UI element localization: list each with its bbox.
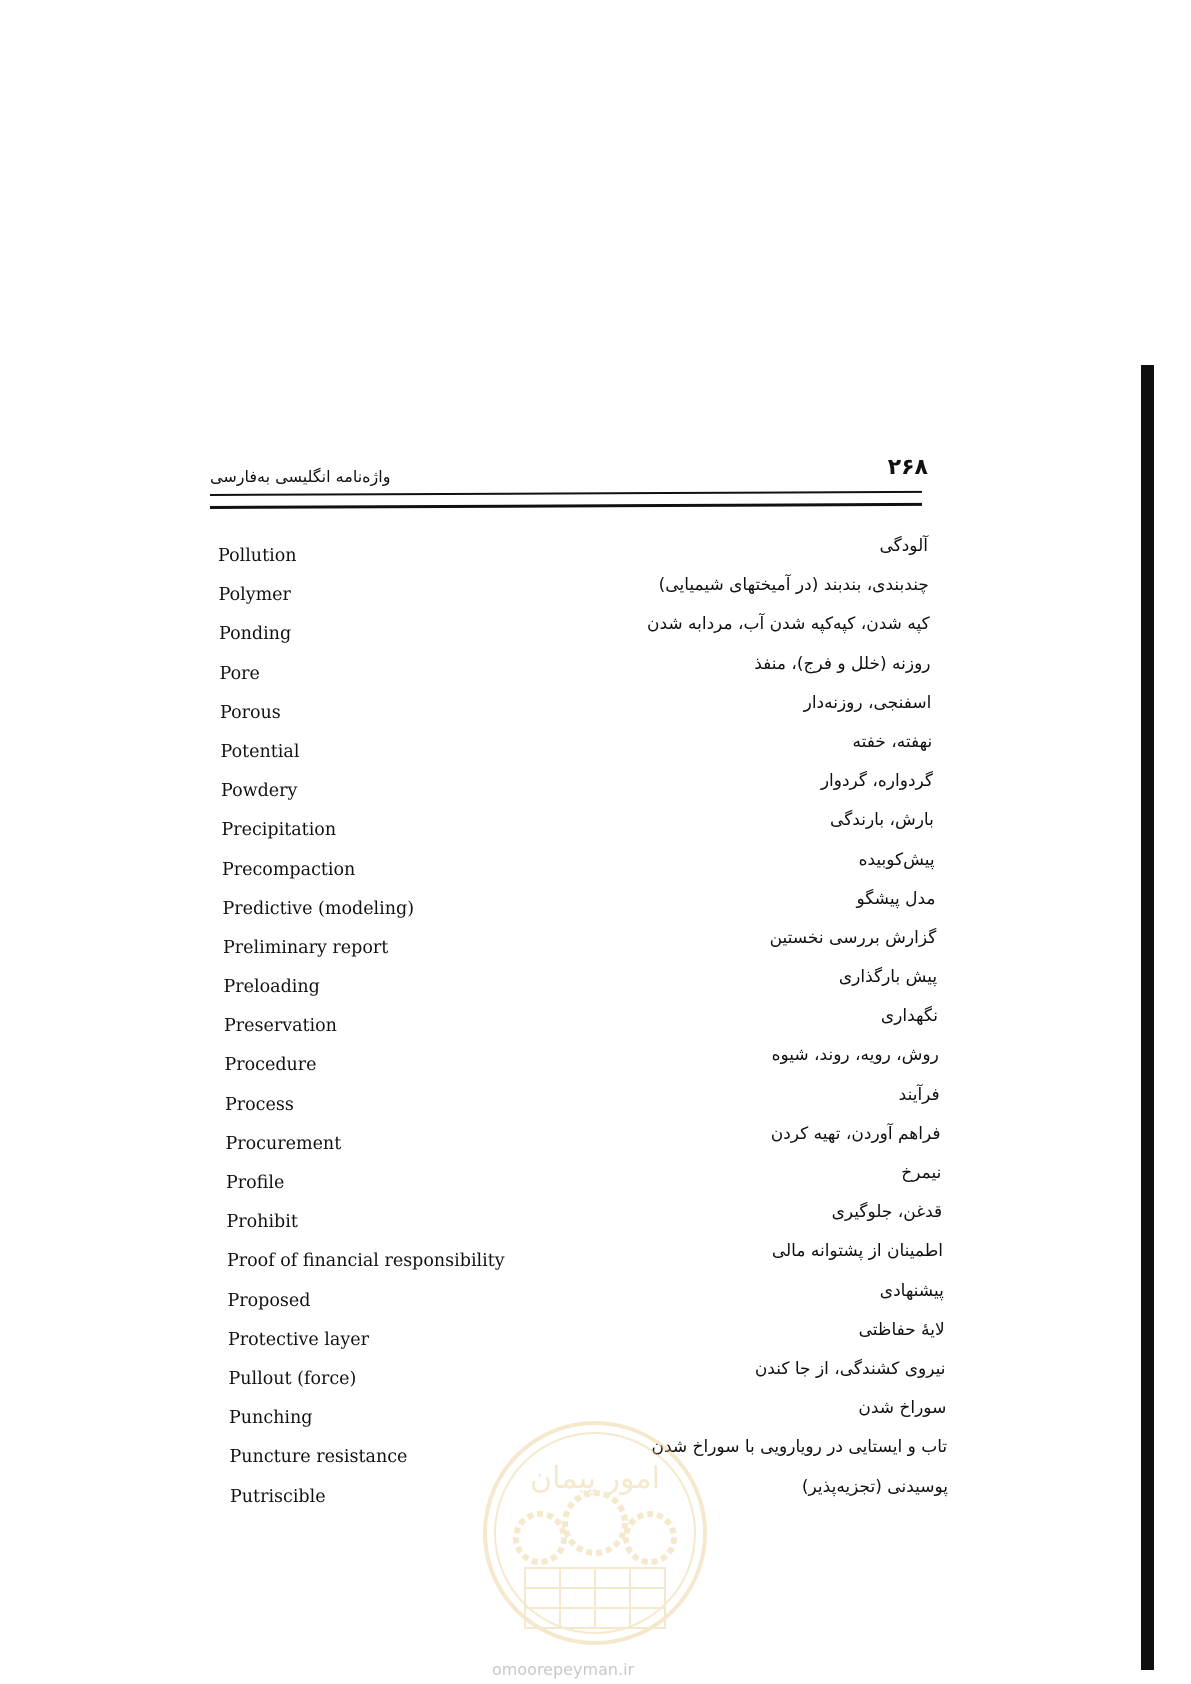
entry-translation: قدغن، جلوگیری: [831, 1202, 943, 1223]
entry-term: Prohibit: [226, 1212, 298, 1233]
entry-term: Preloading: [223, 977, 320, 998]
entry-term: Precompaction: [222, 859, 356, 880]
entry-translation: پیش‌کوبیده: [858, 849, 935, 870]
entry-translation: گردواره، گردوار: [820, 771, 933, 792]
entry-translation: فراهم آوردن، تهیه کردن: [770, 1123, 941, 1144]
entry-term: Ponding: [219, 624, 292, 645]
entry-translation: روزنه (خلل و فرج)، منفذ: [754, 653, 931, 674]
watermark-logo: [480, 1418, 710, 1648]
glossary-entry: [0, 1320, 1191, 1359]
glossary-entry: [0, 1202, 1191, 1241]
entry-term: Preliminary report: [223, 937, 389, 958]
entry-translation: سوراخ شدن: [858, 1398, 947, 1419]
page-header: [210, 455, 928, 495]
entry-term: Process: [225, 1094, 294, 1115]
entry-term: Potential: [220, 741, 300, 762]
entry-term: Proof of financial responsibility: [227, 1251, 505, 1272]
entry-term: Procedure: [224, 1055, 317, 1076]
entry-translation: بارش، بارندگی: [830, 810, 934, 831]
glossary-list: [0, 536, 1191, 1516]
entry-translation: نیروی کشندگی، از جا کندن: [754, 1358, 946, 1379]
glossary-entry: [0, 536, 1191, 575]
glossary-entry: [0, 771, 1191, 810]
glossary-entry: [0, 1124, 1191, 1163]
entry-translation: اطمینان از پشتوانه مالی: [771, 1241, 943, 1262]
entry-translation: نگهداری: [880, 1006, 938, 1027]
entry-translation: اسفنجی، روزنه‌دار: [803, 692, 932, 713]
entry-term: Punching: [229, 1408, 313, 1429]
entry-translation: نهفته، خفته: [852, 731, 933, 752]
glossary-entry: [0, 1241, 1191, 1280]
entry-term: Preservation: [224, 1016, 337, 1037]
entry-term: Putriscible: [230, 1486, 326, 1507]
glossary-entry: [0, 1085, 1191, 1124]
entry-term: Precipitation: [221, 820, 337, 841]
glossary-entry: [0, 967, 1191, 1006]
glossary-entry: [0, 1359, 1191, 1398]
glossary-entry: [0, 810, 1191, 849]
entry-translation: مدل پیشگو: [856, 888, 936, 909]
entry-term: Proposed: [227, 1290, 311, 1311]
entry-translation: تاب و ایستایی در رویارویی با سوراخ شدن: [651, 1437, 948, 1458]
entry-translation: روش، رویه، روند، شیوه: [771, 1045, 939, 1066]
entry-term: Pullout (force): [228, 1368, 357, 1389]
entry-translation: آلودگی: [879, 536, 928, 556]
entry-translation: گزارش بررسی نخستین: [769, 927, 937, 948]
glossary-entry: [0, 732, 1191, 771]
glossary-entry: [0, 1163, 1191, 1202]
glossary-entry: [0, 654, 1191, 693]
watermark-logo-text: امور پیمان: [530, 1461, 660, 1496]
glossary-entry: [0, 928, 1191, 967]
entry-term: Procurement: [225, 1133, 342, 1154]
entry-term: Powdery: [221, 781, 298, 802]
glossary-entry: [0, 614, 1191, 653]
header-rule-thick: [210, 503, 922, 509]
entry-translation: پیشنهادی: [879, 1280, 944, 1301]
entry-term: Pollution: [218, 546, 297, 566]
entry-term: Pore: [219, 663, 260, 684]
entry-translation: پیش بارگذاری: [838, 967, 938, 988]
entry-term: Profile: [226, 1173, 285, 1193]
entry-term: Protective layer: [228, 1329, 369, 1350]
entry-term: Porous: [220, 702, 281, 723]
entry-term: Polymer: [218, 585, 291, 606]
entry-term: Predictive (modeling): [222, 898, 415, 919]
entry-translation: کپه شدن، کپه‌کپه شدن آب، مردابه شدن: [646, 614, 930, 635]
entry-translation: فرآیند: [898, 1084, 940, 1105]
running-title: واژه‌نامه انگلیسی به‌فارسی: [210, 467, 391, 486]
glossary-entry: [0, 1045, 1191, 1084]
entry-translation: لایهٔ حفاظتی: [858, 1319, 945, 1340]
glossary-entry: [0, 850, 1191, 889]
glossary-entry: [0, 889, 1191, 928]
glossary-entry: [0, 1281, 1191, 1320]
page-number: ۲۶۸: [887, 455, 928, 480]
glossary-entry: [0, 693, 1191, 732]
glossary-entry: [0, 575, 1191, 614]
entry-translation: پوسیدنی (تجزیه‌پذیر): [801, 1476, 948, 1497]
entry-term: Puncture resistance: [229, 1447, 408, 1468]
entry-translation: نیمرخ: [901, 1163, 942, 1183]
watermark-site-text: omoorepeyman.ir: [492, 1660, 635, 1679]
entry-translation: چندبندی، بندبند (در آمیختهای شیمیایی): [658, 575, 929, 596]
glossary-entry: [0, 1006, 1191, 1045]
